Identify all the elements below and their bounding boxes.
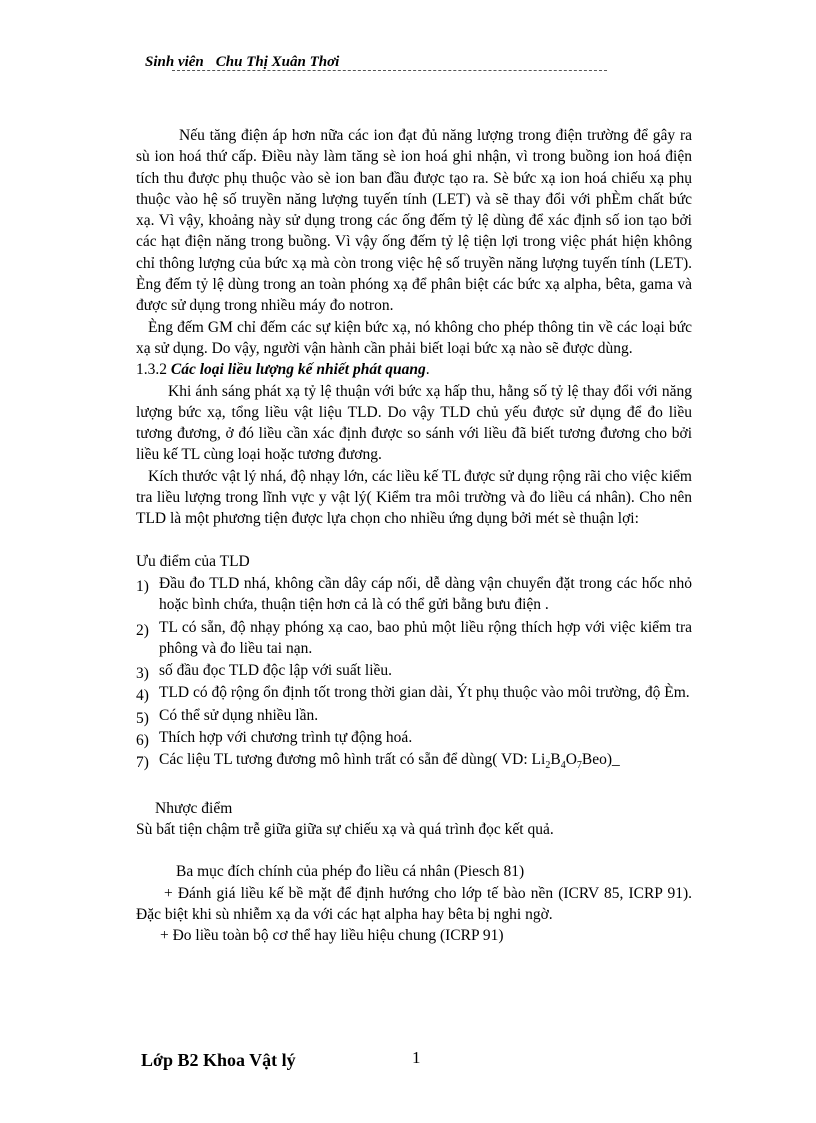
purposes-title: Ba mục đích chính của phép đo liều cá nhân (Piesch 81) — [176, 863, 525, 881]
disadvantages-text: Sù bất tiện chậm trễ giữa giữa sự chiếu xạ và quá trình đọc kết quả. — [136, 821, 554, 838]
list-item-number: 6) — [136, 732, 149, 750]
list-item-text: số đầu đọc TLD độc lập với suất liều. — [159, 662, 393, 680]
list-item — [136, 705, 692, 726]
page-number: 1 — [412, 1048, 421, 1067]
list-item-text: TL có sẵn, độ nhạy phóng xạ cao, bao phủ một liều rộng thích hợp với việc kiểm tra phông và đo liều tai nạn. — [159, 618, 692, 657]
list-item — [136, 749, 692, 776]
list-item — [136, 682, 692, 703]
header-role: Sinh viên — [145, 54, 204, 70]
section-title: Các loại liều lượng kế nhiết phát quang — [170, 361, 426, 379]
paragraph-4: Kích thước vật lý nhá, độ nhạy lớn, các liều kế TL được sử dụng rộng rãi cho việc kiểm tra liều lượng trong lĩnh vực y vật lý( Kiểm tra môi trường và đo liều cá nhân). Cho nên TLD là một phương tiện được lựa chọn cho nhiều ứng dụng bởi mét sè thuận lợi: — [136, 467, 692, 528]
list-item-text: Có thể sử dụng nhiều lần. — [159, 706, 319, 724]
section-heading — [136, 359, 692, 380]
section-title-end: . — [425, 361, 430, 379]
header-divider — [172, 70, 607, 71]
list-item-number: 5) — [136, 709, 149, 727]
list-item — [136, 573, 692, 616]
list-item-text: Đầu đo TLD nhá, không cần dây cáp nối, dễ dàng vận chuyển đặt trong các hốc nhỏ hoặc bình chứa, thuận tiện hơn cả là có thể gửi bằng bưu điện . — [159, 574, 692, 614]
list-item-number: 7) — [136, 754, 149, 772]
purpose-item-1: + Đánh giá liều kế bề mặt để định hướng cho lớp tế bào nền (ICRV 85, ICRP 91). Đặc biệt khi sù nhiễm xạ da với các hạt alpha hay bêta bị nghi ngờ. — [136, 884, 692, 923]
advantages-title: Ưu điểm của TLD — [136, 552, 250, 570]
list-item — [136, 617, 692, 660]
paragraph-2: Èng đếm GM chỉ đếm các sự kiện bức xạ, nó không cho phép thông tin về các loại bức xạ sử dụng. Do vậy, người vận hành cần phải biết loại bức xạ nào sẽ được dùng. — [136, 318, 692, 357]
list-item-text: Các liệu TL tương đương mô hình trất có sẵn để dùng( VD: $Li_2B_4O_7Beo)\_$ — [159, 751, 620, 772]
list-item-number: 1) — [136, 577, 149, 595]
list-item — [136, 660, 692, 681]
header-name: Chu Thị Xuân Thơi — [215, 54, 340, 70]
footer-class: Lớp B2 Khoa Vật lý — [141, 1050, 296, 1070]
document-body — [136, 125, 692, 946]
list-item-number: 3) — [136, 665, 149, 683]
purpose-item-2: + Đo liều toàn bộ cơ thể hay liều hiệu chung (ICRP 91) — [160, 927, 504, 945]
advantages-list — [136, 573, 692, 777]
paragraph-3: Khi ánh sáng phát xạ tỷ lệ thuận với bức xạ hấp thu, hằng số tỷ lệ thay đổi với năng lượng bức xạ, tổng liều vật liệu TLD. Do vậy TLD chủ yếu được sử dụng để đo liều tương đương, ở đó liều cần xác định được so sánh với liều đã biết tương đương cho bởi liều kế TL cùng loại hoặc tương đương. — [136, 382, 692, 464]
page-header — [145, 54, 339, 71]
list-item-text: TLD có độ rộng ổn định tốt trong thời gian dài, Ýt phụ thuộc vào môi trường, độ Èm. — [159, 684, 690, 702]
paragraph-1: Nếu tăng điện áp hơn nữa các ion đạt đủ năng lượng trong điện trường để gây ra sù ion hoá thứ cấp. Điều này làm tăng sè ion hoá ghi nhận, vì trong buồng ion hoá điện tích thu được phụ thuộc vào sè ion ban đầu được tạo ra. Sè bức xạ ion hoá chiếu xạ phụ thuộc vào hệ số truyền năng lượng tuyến tính (LET) và sẽ thay đổi với phÈm chất bức xạ. Vì vậy, khoảng này sử dụng trong các ống đếm tỷ lệ dùng để xác định số ion tạo bởi các hạt điện năng trong buồng. Vì vậy ống đếm tỷ lệ tiện lợi trong việc phát hiện không chỉ thông lượng của bức xạ mà còn trong việc hệ số truyền năng lượng tuyến tính (LET). Èng đếm tỷ lệ dùng trong an toàn phóng xạ để phân biệt các bức xạ alpha, bêta, gama và được sử dụng trong nhiều máy đo notron. — [136, 127, 692, 315]
list-item-number: 2) — [136, 621, 149, 639]
list-item-number: 4) — [136, 687, 149, 705]
list-item-text: Thích hợp với chương trình tự động hoá. — [159, 729, 413, 747]
section-number: 1.3.2 — [136, 361, 167, 379]
disadvantages-title: Nhược điểm — [155, 799, 233, 817]
list-item — [136, 727, 692, 748]
